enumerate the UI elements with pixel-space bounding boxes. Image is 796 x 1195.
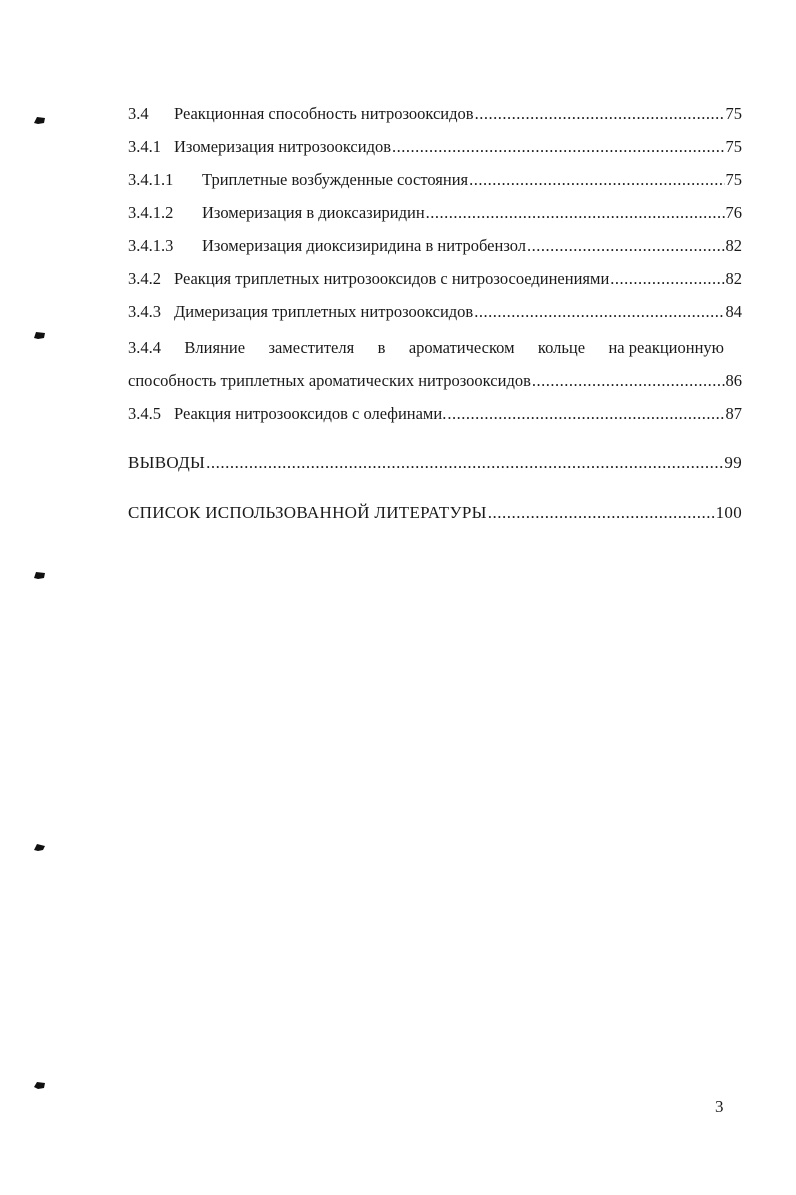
toc-entry-title-word: кольце: [537, 338, 586, 357]
toc-leader-dots: [527, 236, 724, 256]
toc-entry-title: Димеризация триплетных нитрозооксидов: [174, 302, 474, 321]
toc-entry-title: Изомеризация нитрозооксидов: [174, 137, 392, 156]
toc-leader-dots: [532, 371, 725, 391]
toc-entry-title-word: ароматическом: [408, 338, 515, 357]
toc-entry-page: 75: [725, 137, 742, 156]
toc-entry[interactable]: [128, 236, 742, 262]
toc-leader-dots: [447, 404, 724, 424]
toc-entry-title-word: на реакционную: [608, 338, 724, 357]
binding-mark-icon: [33, 115, 47, 125]
binding-mark-icon: [33, 330, 47, 340]
toc-entry-page: 76: [725, 203, 742, 222]
toc-entry-page: 75: [725, 104, 742, 123]
toc-entry-title-word: заместителя: [268, 338, 355, 357]
toc-entry-references[interactable]: [128, 503, 742, 529]
toc-entry-multiline[interactable]: [128, 338, 724, 364]
binding-mark-icon: [33, 842, 47, 852]
toc-entry-conclusions[interactable]: [128, 453, 742, 479]
toc-entry-number: 3.4.1.3: [128, 236, 174, 255]
toc-entry-number: 3.4.5: [128, 404, 161, 423]
toc-entry-number: 3.4: [128, 104, 149, 123]
toc-entry-title: СПИСОК ИСПОЛЬЗОВАННОЙ ЛИТЕРАТУРЫ: [128, 503, 487, 522]
toc-leader-dots: [426, 203, 725, 223]
toc-entry-page: 84: [725, 302, 742, 321]
toc-entry-number: 3.4.1: [128, 137, 161, 156]
toc-entry-number: 3.4.2: [128, 269, 161, 288]
toc-entry[interactable]: [128, 104, 742, 130]
toc-entry[interactable]: [128, 170, 742, 196]
binding-mark-icon: [33, 1080, 47, 1090]
toc-leader-dots: [392, 137, 724, 157]
binding-mark-icon: [33, 570, 47, 580]
toc-entry-page: 87: [725, 404, 742, 423]
toc-leader-dots: [474, 302, 724, 322]
toc-entry-continuation[interactable]: [128, 371, 742, 397]
toc-entry-title: Реакция триплетных нитрозооксидов с нитрозосоединениями: [174, 269, 610, 288]
toc-entry[interactable]: [128, 203, 742, 229]
toc-entry-number: 3.4.1.2: [128, 203, 174, 222]
toc-entry-title: способность триплетных ароматических нитрозооксидов: [128, 371, 531, 390]
toc-leader-dots: [475, 104, 725, 124]
toc-entry-title: ВЫВОДЫ: [128, 453, 206, 472]
toc-entry[interactable]: [128, 137, 742, 163]
toc-entry[interactable]: [128, 302, 742, 328]
toc-entry-title: Триплетные возбужденные состояния: [202, 170, 469, 189]
toc-leader-dots: [610, 269, 724, 289]
toc-entry[interactable]: [128, 269, 742, 295]
toc-entry-title: Изомеризация в диоксазиридин: [202, 203, 425, 222]
toc-entry-page: 99: [724, 453, 742, 472]
toc-entry-title-word: Влияние: [184, 338, 246, 357]
toc-entry-page: 82: [725, 269, 742, 288]
toc-entry-page: 100: [715, 503, 742, 522]
toc-leader-dots: [469, 170, 724, 190]
toc-entry-number: 3.4.3: [128, 302, 161, 321]
toc-leader-dots: [488, 503, 715, 523]
toc-entry-title: Изомеризация диоксизиридина в нитробензол: [202, 236, 527, 255]
toc-entry-number: 3.4.4: [128, 338, 161, 357]
toc-entry-title: Реакция нитрозооксидов с олефинами.: [174, 404, 447, 423]
toc-entry-page: 75: [725, 170, 742, 189]
toc-entry[interactable]: [128, 404, 742, 430]
toc-entry-title-word: в: [377, 338, 386, 357]
toc-entry-title: Реакционная способность нитрозооксидов: [174, 104, 474, 123]
toc-entry-number: 3.4.1.1: [128, 170, 174, 189]
toc-entry-page: 82: [725, 236, 742, 255]
toc-leader-dots: [206, 453, 723, 473]
page-number: 3: [715, 1097, 724, 1116]
toc-entry-page: 86: [725, 371, 742, 390]
